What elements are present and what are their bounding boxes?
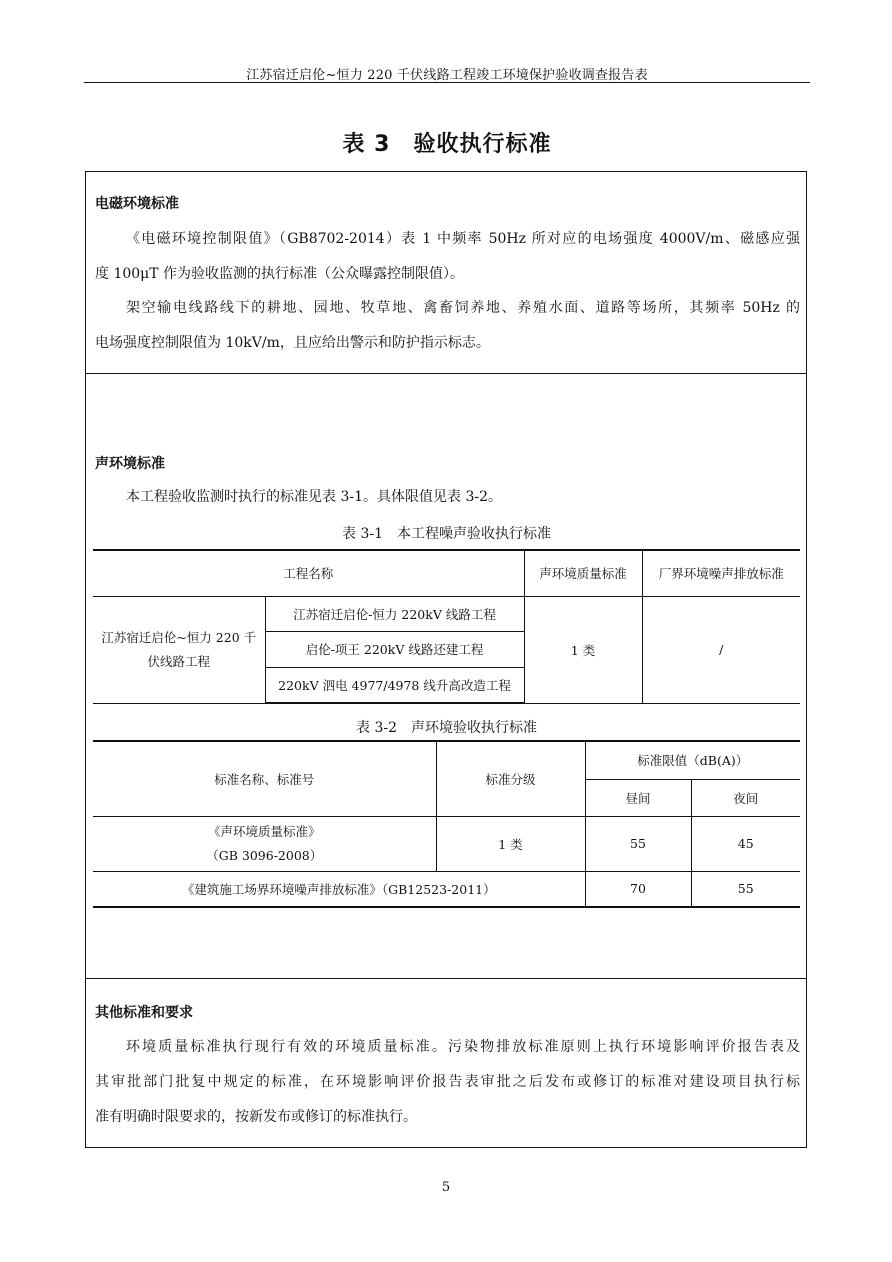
t2-row1-name [93, 816, 436, 871]
section-divider-2 [85, 978, 807, 979]
section-divider-1 [85, 373, 807, 374]
t1-header-project: 工程名称 [93, 550, 524, 596]
em-p1-line-2: 度 100μT 作为验收监测的执行标准（公众曝露控制限值）。 [95, 266, 465, 282]
running-header: 江苏宿迁启伦~恒力 220 千伏线路工程竣工环境保护验收调查报告表 [246, 68, 648, 83]
table-3-1 [93, 549, 800, 704]
noise-intro [95, 480, 800, 515]
t1-subproject-3: 220kV 泗电 4977/4978 线升高改造工程 [265, 667, 524, 703]
t2-row1-grade: 1 类 [436, 816, 585, 871]
other-line-3: 准有明确时限要求的，按新发布或修订的标准执行。 [95, 1109, 417, 1125]
t2-row2-name: 《建筑施工场界环境噪声排放标准》（GB12523-2011） [93, 871, 585, 907]
table-3-1-caption: 表 3-1 本工程噪声验收执行标准 [342, 526, 551, 542]
table-row [93, 550, 800, 596]
noise-heading: 声环境标准 [95, 456, 165, 472]
other-heading: 其他标准和要求 [95, 1005, 193, 1021]
table-row [93, 596, 800, 631]
t1-header-quality: 声环境质量标准 [524, 550, 642, 596]
other-paragraph [95, 1030, 800, 1135]
table-3-2-caption: 表 3-2 声环境验收执行标准 [356, 720, 537, 736]
t1-header-boundary: 厂界环境噪声排放标准 [642, 550, 800, 596]
t2-row1-name-line1: 《声环境质量标准》 [207, 823, 321, 839]
table-row [93, 741, 800, 779]
header-rule [84, 82, 810, 83]
t2-row1-day: 55 [585, 816, 691, 871]
t2-header-name: 标准名称、标准号 [93, 741, 436, 816]
t2-header-limit: 标准限值（dB(A)） [585, 741, 800, 779]
page-title: 表 3 验收执行标准 [342, 132, 552, 157]
t2-row1-night: 45 [691, 816, 800, 871]
t2-header-grade: 标准分级 [436, 741, 585, 816]
other-line-2: 其审批部门批复中规定的标准，在环境影响评价报告表审批之后发布或修订的标准对建设项目执行标 [95, 1074, 800, 1090]
t2-header-night: 夜间 [691, 779, 800, 816]
em-paragraph-1 [95, 222, 800, 292]
table-row [93, 871, 800, 907]
page-number: 5 [441, 1180, 451, 1195]
t2-row2-night: 55 [691, 871, 800, 907]
t1-boundary-value: / [642, 596, 800, 703]
table-3-2 [93, 740, 800, 908]
t1-subproject-1: 江苏宿迁启伦-恒力 220kV 线路工程 [265, 596, 524, 631]
t2-header-day: 昼间 [585, 779, 691, 816]
em-p1-line-1: 《电磁环境控制限值》（GB8702-2014）表 1 中频率 50Hz 所对应的电场强度 4000V/m、磁感应强 [126, 231, 800, 247]
em-p2-line-2: 电场强度控制限值为 10kV/m，且应给出警示和防护指示标志。 [95, 335, 490, 351]
t2-row2-day: 70 [585, 871, 691, 907]
em-paragraph-2 [95, 291, 800, 361]
other-line-1: 环境质量标准执行现行有效的环境质量标准。污染物排放标准原则上执行环境影响评价报告表及 [126, 1039, 800, 1055]
t1-project-name: 江苏宿迁启伦~恒力 220 千伏线路工程 [93, 596, 265, 703]
table-row [93, 816, 800, 871]
t1-subproject-2: 启伦-项王 220kV 线路还建工程 [265, 631, 524, 667]
t2-row1-name-line2: （GB 3096-2008） [206, 847, 323, 863]
em-p2-line-1: 架空输电线路线下的耕地、园地、牧草地、禽畜饲养地、养殖水面、道路等场所，其频率 50Hz 的 [126, 300, 800, 316]
em-heading: 电磁环境标准 [95, 196, 179, 212]
t1-quality-value: 1 类 [524, 596, 642, 703]
noise-intro-line: 本工程验收监测时执行的标准见表 3-1。具体限值见表 3-2。 [126, 489, 502, 505]
